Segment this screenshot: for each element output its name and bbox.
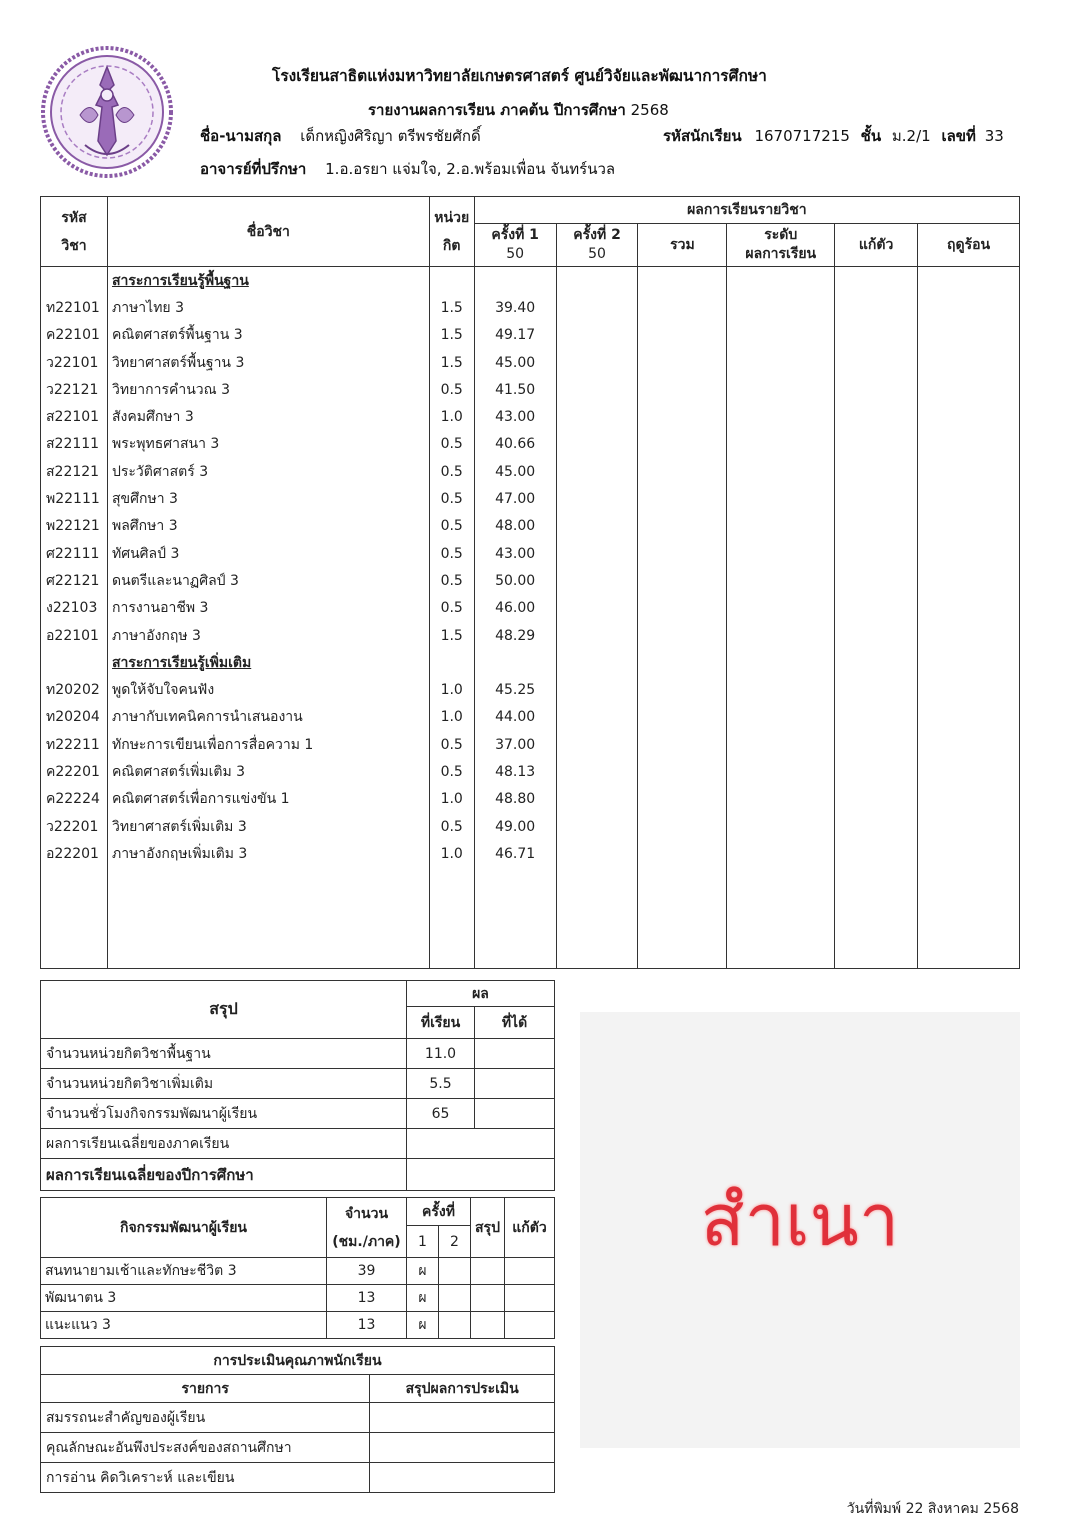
subject-code: ว22121 — [41, 376, 108, 403]
subject-name: ทัศนศิลป์ 3 — [107, 540, 429, 567]
quality-assessment-table — [40, 1346, 555, 1493]
subject-code: ว22201 — [41, 813, 108, 840]
quality-title: การประเมินคุณภาพนักเรียน — [41, 1347, 555, 1375]
subject-code: ท22101 — [41, 294, 108, 321]
subject-round1-score: 44.00 — [474, 704, 556, 731]
subject-code: ส22111 — [41, 431, 108, 458]
subject-code: พ22111 — [41, 485, 108, 512]
subject-row — [41, 704, 1020, 731]
group-heading: สาระการเรียนรู้พื้นฐาน — [107, 267, 429, 295]
number-label: เลขที่ — [941, 127, 976, 145]
quality-label: คุณลักษณะอันพึงประสงค์ของสถานศึกษา — [41, 1433, 370, 1463]
header-grade — [727, 224, 835, 267]
header-results: ผลการเรียนรายวิชา — [474, 197, 1019, 224]
summary-earned — [475, 1099, 555, 1129]
advisor-value: 1.อ.อรยา แจ่มใจ, 2.อ.พร้อมเพื่อน จันทร์นวล — [325, 160, 616, 178]
student-name-line — [200, 124, 481, 148]
subject-code: ส22101 — [41, 403, 108, 430]
header-round1-label: ครั้งที่ 1 — [491, 227, 539, 243]
report-title-text: รายงานผลการเรียน ภาคต้น ปีการศึกษา — [368, 101, 626, 119]
subject-round1-score: 45.00 — [474, 458, 556, 485]
activities-hours-1: จำนวน — [344, 1205, 389, 1222]
header-credit-2: กิต — [442, 237, 461, 254]
summary-result-header: ผล — [407, 981, 555, 1007]
activity-row — [41, 1285, 555, 1312]
quality-item-header: รายการ — [41, 1375, 370, 1403]
header-round1-max: 50 — [506, 246, 525, 262]
subject-row — [41, 513, 1020, 540]
activity-name: สนทนายามเช้าและทักษะชีวิต 3 — [41, 1258, 327, 1285]
activities-r1-header: 1 — [407, 1226, 439, 1258]
subject-round1-score: 43.00 — [474, 540, 556, 567]
subject-round1-score: 49.00 — [474, 813, 556, 840]
subject-round1-score: 40.66 — [474, 431, 556, 458]
subject-row — [41, 813, 1020, 840]
header-round2-max: 50 — [588, 246, 606, 262]
activity-hours: 13 — [327, 1312, 407, 1339]
group-row — [41, 267, 1020, 295]
student-id-line — [663, 124, 1004, 148]
subject-code: ศ22111 — [41, 540, 108, 567]
subject-credit: 0.5 — [429, 376, 474, 403]
activities-hours-header — [327, 1198, 407, 1258]
summary-studied: 11.0 — [407, 1039, 475, 1069]
subject-code: ท22211 — [41, 731, 108, 758]
subject-name: ภาษาอังกฤษ 3 — [107, 622, 429, 649]
subject-code: อ22201 — [41, 840, 108, 867]
subject-credit: 1.0 — [429, 786, 474, 813]
activity-r1: ผ — [407, 1285, 439, 1312]
subject-round1-score: 46.00 — [474, 595, 556, 622]
header-code-2: วิชา — [61, 237, 87, 254]
subject-name: ภาษาอังกฤษเพิ่มเติม 3 — [107, 840, 429, 867]
subject-code: อ22101 — [41, 622, 108, 649]
name-label: ชื่อ-นามสกุล — [200, 127, 282, 145]
student-id-label: รหัสนักเรียน — [663, 127, 742, 145]
subject-row — [41, 322, 1020, 349]
header-round1 — [474, 224, 556, 267]
subject-row — [41, 431, 1020, 458]
activity-hours: 39 — [327, 1258, 407, 1285]
subject-credit: 0.5 — [429, 513, 474, 540]
activity-hours: 13 — [327, 1285, 407, 1312]
subject-code: ง22103 — [41, 595, 108, 622]
summary-earned — [475, 1069, 555, 1099]
subject-code: ศ22121 — [41, 567, 108, 594]
report-title — [368, 98, 669, 122]
year-average-row — [41, 1159, 555, 1191]
summary-studied-header: ที่เรียน — [407, 1007, 475, 1039]
quality-label: สมรรถนะสำคัญของผู้เรียน — [41, 1403, 370, 1433]
subject-credit: 0.5 — [429, 758, 474, 785]
advisor-line — [200, 157, 615, 181]
subject-name: คณิตศาสตร์เพื่อการแข่งขัน 1 — [107, 786, 429, 813]
subject-round1-score: 50.00 — [474, 567, 556, 594]
subject-row — [41, 595, 1020, 622]
header-summer: ฤดูร้อน — [918, 224, 1020, 267]
header-code — [41, 197, 108, 267]
subject-name: ประวัติศาสตร์ 3 — [107, 458, 429, 485]
subject-round1-score: 47.00 — [474, 485, 556, 512]
header-retake: แก้ตัว — [835, 224, 918, 267]
header-grade-1: ระดับ — [764, 227, 798, 243]
subject-credit: 1.5 — [429, 322, 474, 349]
print-date: วันที่พิมพ์ 22 สิงหาคม 2568 — [846, 1501, 1019, 1517]
subject-credit: 1.5 — [429, 622, 474, 649]
subject-name: ดนตรีและนาฏศิลป์ 3 — [107, 567, 429, 594]
subject-credit: 0.5 — [429, 567, 474, 594]
subject-credit: 1.5 — [429, 294, 474, 321]
subject-row — [41, 786, 1020, 813]
subject-credit: 0.5 — [429, 731, 474, 758]
summary-title: สรุป — [41, 981, 407, 1039]
header-round2 — [556, 224, 638, 267]
subject-name: วิทยาศาสตร์เพิ่มเติม 3 — [107, 813, 429, 840]
subject-name: สังคมศึกษา 3 — [107, 403, 429, 430]
subject-row — [41, 567, 1020, 594]
subject-code: ท20204 — [41, 704, 108, 731]
summary-label: จำนวนชั่วโมงกิจกรรมพัฒนาผู้เรียน — [41, 1099, 407, 1129]
summary-row — [41, 1039, 555, 1069]
subject-credit: 0.5 — [429, 540, 474, 567]
copy-stamp-area — [580, 1012, 1020, 1448]
header-credit — [429, 197, 474, 267]
subject-name: ทักษะการเขียนเพื่อการสื่อความ 1 — [107, 731, 429, 758]
subject-credit: 1.0 — [429, 403, 474, 430]
empty-filler-row — [41, 868, 1020, 969]
summary-row — [41, 1099, 555, 1129]
semester-average-value — [407, 1129, 555, 1159]
subject-name: ภาษากับเทคนิคการนำเสนองาน — [107, 704, 429, 731]
subject-round1-score: 37.00 — [474, 731, 556, 758]
subject-round1-score: 41.50 — [474, 376, 556, 403]
subject-code: ค22201 — [41, 758, 108, 785]
group-heading: สาระการเรียนรู้เพิ่มเติม — [107, 649, 429, 676]
subject-credit: 1.0 — [429, 676, 474, 703]
subject-row — [41, 485, 1020, 512]
subject-round1-score: 48.80 — [474, 786, 556, 813]
advisor-label: อาจารย์ที่ปรึกษา — [200, 160, 307, 178]
activities-table — [40, 1197, 555, 1339]
header-total: รวม — [638, 224, 727, 267]
activity-r1: ผ — [407, 1312, 439, 1339]
summary-label: จำนวนหน่วยกิตวิชาพื้นฐาน — [41, 1039, 407, 1069]
subject-round1-score: 48.13 — [474, 758, 556, 785]
activity-r1: ผ — [407, 1258, 439, 1285]
subject-row — [41, 676, 1020, 703]
semester-average-label: ผลการเรียนเฉลี่ยของภาคเรียน — [41, 1129, 407, 1159]
copy-stamp: สำเนา — [700, 1178, 900, 1262]
school-name: โรงเรียนสาธิตแห่งมหาวิทยาลัยเกษตรศาสตร์ ศูนย์วิจัยและพัฒนาการศึกษา — [272, 67, 767, 85]
subject-row — [41, 758, 1020, 785]
subject-name: พูดให้จับใจคนฟัง — [107, 676, 429, 703]
subject-round1-score: 45.25 — [474, 676, 556, 703]
activity-row — [41, 1258, 555, 1285]
subject-credit: 1.0 — [429, 840, 474, 867]
subject-row — [41, 540, 1020, 567]
number-value: 33 — [984, 127, 1004, 145]
activity-name: พัฒนาตน 3 — [41, 1285, 327, 1312]
subject-code: พ22121 — [41, 513, 108, 540]
student-id-value: 1670717215 — [754, 127, 850, 145]
activities-summary-header: สรุป — [471, 1198, 505, 1258]
grades-table — [40, 196, 1020, 969]
subject-name: คณิตศาสตร์เพิ่มเติม 3 — [107, 758, 429, 785]
subject-credit: 1.5 — [429, 349, 474, 376]
subject-code: ท20202 — [41, 676, 108, 703]
header-credit-1: หน่วย — [434, 209, 470, 226]
summary-earned-header: ที่ได้ — [475, 1007, 555, 1039]
subject-round1-score: 48.00 — [474, 513, 556, 540]
subject-name: คณิตศาสตร์พื้นฐาน 3 — [107, 322, 429, 349]
subject-row — [41, 403, 1020, 430]
activity-row — [41, 1312, 555, 1339]
subject-name: การงานอาชีพ 3 — [107, 595, 429, 622]
header-grade-2: ผลการเรียน — [745, 246, 817, 262]
class-value: ม.2/1 — [891, 127, 931, 145]
subject-row — [41, 622, 1020, 649]
name-value: เด็กหญิงศิริญา ตรีพรชัยศักดิ์ — [300, 127, 481, 145]
activities-retake-header: แก้ตัว — [505, 1198, 555, 1258]
subject-credit: 0.5 — [429, 458, 474, 485]
subject-round1-score: 43.00 — [474, 403, 556, 430]
quality-row — [41, 1463, 555, 1493]
subject-credit: 0.5 — [429, 485, 474, 512]
year-average-label: ผลการเรียนเฉลี่ยของปีการศึกษา — [41, 1159, 407, 1191]
subject-name: พลศึกษา 3 — [107, 513, 429, 540]
subject-row — [41, 731, 1020, 758]
subject-round1-score: 49.17 — [474, 322, 556, 349]
header-round2-label: ครั้งที่ 2 — [573, 227, 621, 243]
subject-code: ค22224 — [41, 786, 108, 813]
subject-row — [41, 349, 1020, 376]
semester-average-row — [41, 1129, 555, 1159]
activities-round-header: ครั้งที่ — [407, 1198, 471, 1226]
subject-name: สุขศึกษา 3 — [107, 485, 429, 512]
subject-row — [41, 840, 1020, 867]
subject-round1-score: 46.71 — [474, 840, 556, 867]
quality-label: การอ่าน คิดวิเคราะห์ และเขียน — [41, 1463, 370, 1493]
header-code-1: รหัส — [61, 209, 87, 226]
summary-table — [40, 980, 555, 1191]
subject-row — [41, 458, 1020, 485]
quality-result-header: สรุปผลการประเมิน — [370, 1375, 555, 1403]
subject-round1-score: 48.29 — [474, 622, 556, 649]
subject-name: ภาษาไทย 3 — [107, 294, 429, 321]
summary-label: จำนวนหน่วยกิตวิชาเพิ่มเติม — [41, 1069, 407, 1099]
report-year: 2568 — [630, 101, 669, 119]
summary-studied: 65 — [407, 1099, 475, 1129]
quality-row — [41, 1433, 555, 1463]
subject-credit: 0.5 — [429, 431, 474, 458]
summary-studied: 5.5 — [407, 1069, 475, 1099]
activities-title: กิจกรรมพัฒนาผู้เรียน — [41, 1198, 327, 1258]
subject-round1-score: 45.00 — [474, 349, 556, 376]
subject-credit: 0.5 — [429, 595, 474, 622]
subject-name: วิทยาการคำนวณ 3 — [107, 376, 429, 403]
subject-row — [41, 294, 1020, 321]
class-label: ชั้น — [860, 127, 882, 145]
summary-earned — [475, 1039, 555, 1069]
subject-code: ส22121 — [41, 458, 108, 485]
quality-row — [41, 1403, 555, 1433]
subject-credit: 0.5 — [429, 813, 474, 840]
subject-code: ว22101 — [41, 349, 108, 376]
year-average-value — [407, 1159, 555, 1191]
group-row — [41, 649, 1020, 676]
activities-r2-header: 2 — [439, 1226, 471, 1258]
subject-credit: 1.0 — [429, 704, 474, 731]
subject-round1-score: 39.40 — [474, 294, 556, 321]
subject-row — [41, 376, 1020, 403]
header-subject: ชื่อวิชา — [107, 197, 429, 267]
summary-row — [41, 1069, 555, 1099]
activity-name: แนะแนว 3 — [41, 1312, 327, 1339]
activities-hours-2: (ชม./ภาค) — [332, 1233, 401, 1250]
subject-name: พระพุทธศาสนา 3 — [107, 431, 429, 458]
school-seal-logo — [40, 45, 174, 179]
subject-code: ค22101 — [41, 322, 108, 349]
subject-name: วิทยาศาสตร์พื้นฐาน 3 — [107, 349, 429, 376]
